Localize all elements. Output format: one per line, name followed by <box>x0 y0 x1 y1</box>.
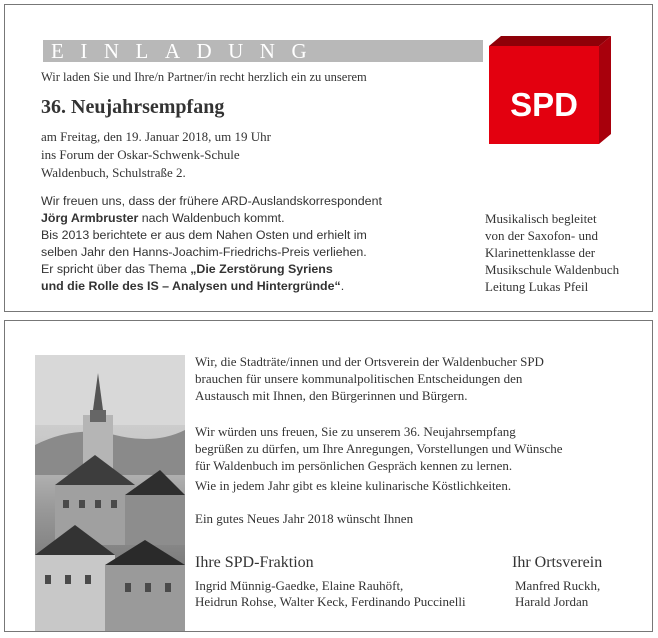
event-address: Waldenbuch, Schulstraße 2. <box>41 165 186 180</box>
spd-logo-icon <box>487 36 611 144</box>
guest-line: Wir freuen uns, dass der frühere ARD-Auslandskorrespondent <box>41 194 382 208</box>
paragraph-line: für Waldenbuch im persönlichen Gespräch kennen zu lernen. <box>195 458 513 473</box>
paragraph-line: Wie in jedem Jahr gibt es kleine kulinarische Köstlichkeiten. <box>195 478 512 493</box>
event-title: 36. Neujahrsempfang <box>41 96 225 118</box>
paragraph-line: brauchen für unsere kommunalpolitischen Entscheidungen den <box>195 371 523 386</box>
music-line: Klarinettenklasse der <box>485 245 596 260</box>
paragraph-line: Wir, die Stadträte/innen und der Ortsverein der Waldenbucher SPD <box>195 354 544 369</box>
greeting-card <box>4 320 653 632</box>
signoff-title: Ihr Ortsverein <box>512 554 603 571</box>
paragraph-line: Austausch mit Ihnen, den Bürgerinnen und Bürgern. <box>195 388 468 403</box>
guest-line: Jörg Armbruster nach Waldenbuch kommt. <box>41 211 285 225</box>
spd-logo-text: SPD <box>510 86 578 123</box>
invitation-card <box>4 4 653 312</box>
signoff-names: Manfred Ruckh, <box>515 578 601 593</box>
paragraph-line: Wir würden uns freuen, Sie zu unserem 36. Neujahrsempfang <box>195 424 516 439</box>
guest-line: Er spricht über das Thema „Die Zerstörung Syriens <box>41 262 333 276</box>
guest-line: selben Jahr den Hanns-Joachim-Friedrichs-Preis verliehen. <box>41 245 367 259</box>
paragraph-line: begrüßen zu dürfen, um Ihre Anregungen, Vorstellungen und Wünsche <box>195 441 563 456</box>
signoff-names: Ingrid Münnig-Gaedke, Elaine Rauhöft, <box>195 578 404 593</box>
music-line: Leitung Lukas Pfeil <box>485 279 589 294</box>
guest-line: Bis 2013 berichtete er aus dem Nahen Osten und erhielt im <box>41 228 367 242</box>
music-line: Musikschule Waldenbuch <box>485 262 620 277</box>
signoff-title: Ihre SPD-Fraktion <box>195 554 314 571</box>
music-line: Musikalisch begleitet <box>485 211 597 226</box>
guest-line: und die Rolle des IS – Analysen und Hintergründe“. <box>41 279 345 293</box>
paragraph-line: Ein gutes Neues Jahr 2018 wünscht Ihnen <box>195 511 414 526</box>
town-photo <box>35 355 185 631</box>
invitation-banner <box>43 40 483 62</box>
signoff-names: Heidrun Rohse, Walter Keck, Ferdinando Puccinelli <box>195 594 466 609</box>
music-line: von der Saxofon- und <box>485 228 599 243</box>
intro-text: Wir laden Sie und Ihre/n Partner/in recht herzlich ein zu unserem <box>41 70 367 84</box>
signoff-names: Harald Jordan <box>515 594 589 609</box>
town-illustration <box>35 355 185 631</box>
event-venue: ins Forum der Oskar-Schwenk-Schule <box>41 147 240 162</box>
banner-text: EINLADUNG <box>51 39 324 63</box>
event-date: am Freitag, den 19. Januar 2018, um 19 Uhr <box>41 129 271 144</box>
